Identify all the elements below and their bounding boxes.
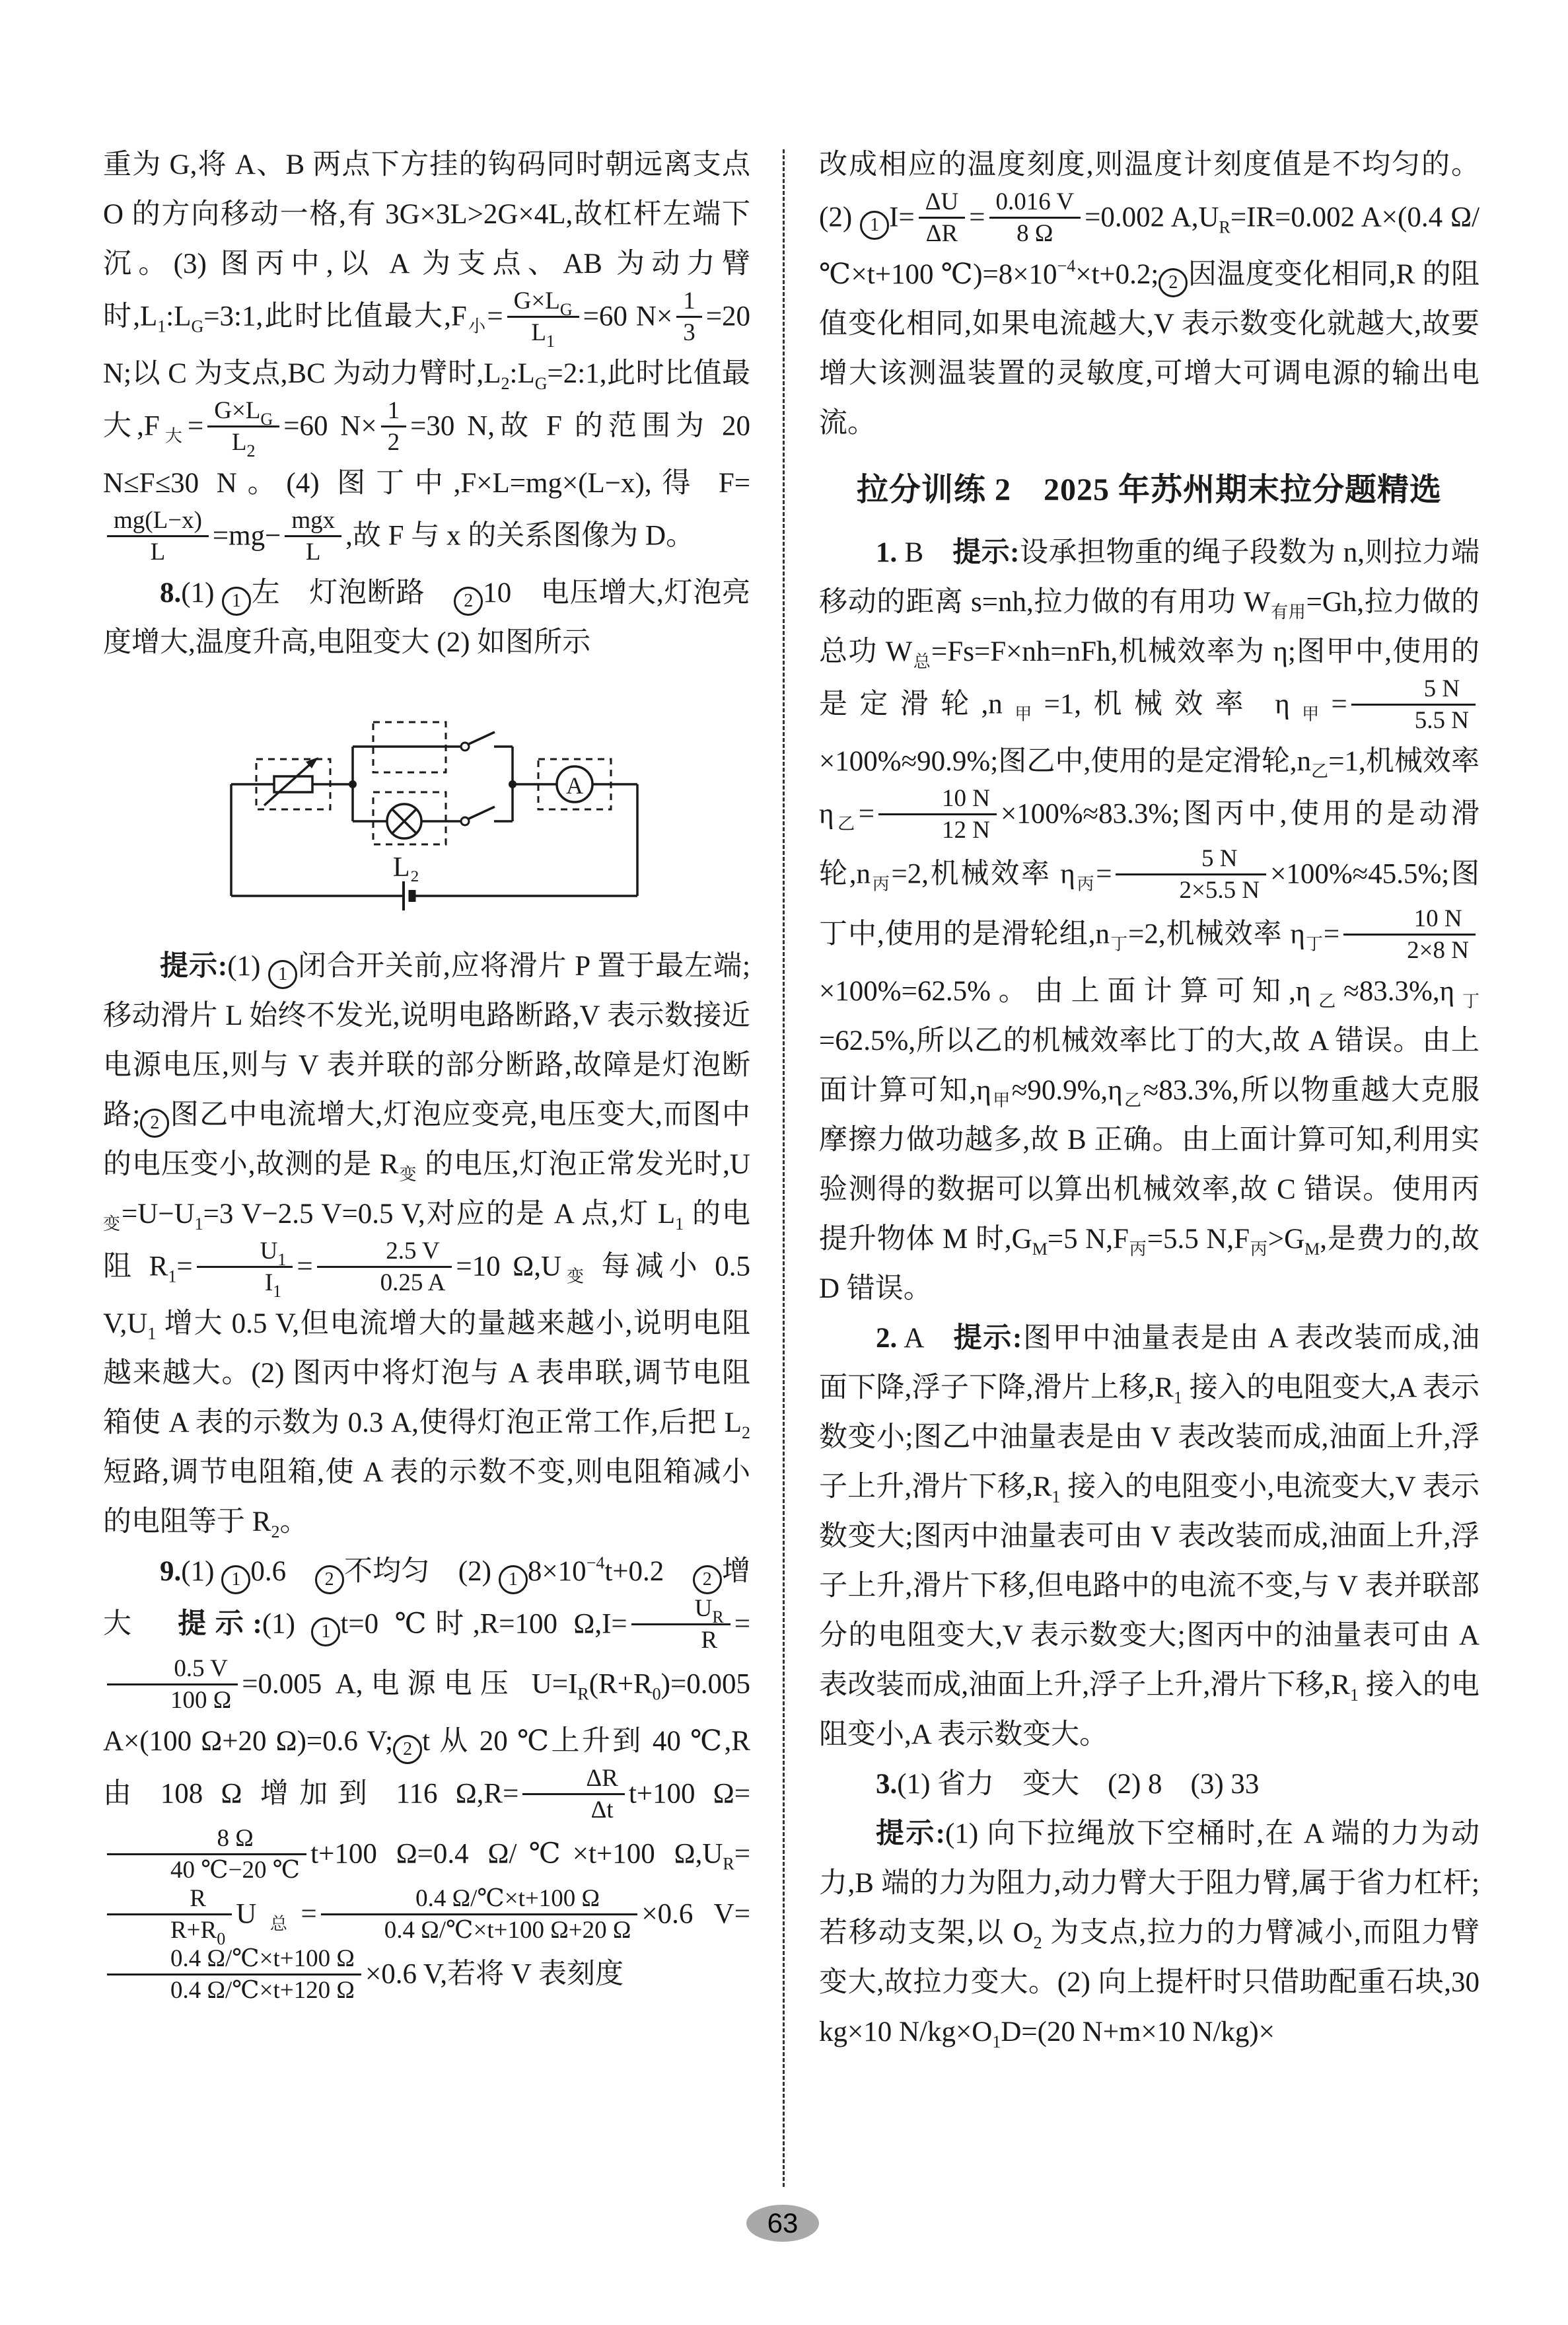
circuit-diagram <box>228 678 644 932</box>
answer-3: 3.(1) 省力 变大 (2) 8 (3) 33 <box>876 1769 1260 1800</box>
rheostat-symbol <box>264 757 318 805</box>
answer-9-continuation: 改成相应的温度刻度,则温度计刻度值是不均匀的。(2) 1 I= $\frac{\Delta U}{\Delta R}$ = $\frac{0.016 V}{8 \Omega}$ =0.002 $A,U_R=IR=0.002$ A×(0.4 Ω/℃×t+100 $℃)=8\times 10^{-4}\times t+0.2$; 2 因温度变化相同,R 的阻值变化相同,如果电流越大,V 表示数变化就越大,故要增大该测温装置的灵敏度,可增大可调电源的输出电流。 <box>819 149 1480 439</box>
lamp-label: L₂ <box>392 852 420 883</box>
hint-3: 提示:(1) 向下拉绳放下空桶时,在 A 端的力为动力,B 端的力为阻力,动力臂大于阻力臂,属于省力杠杆;若移动支架,以 $O_2$ 为支点,拉力的力臂减小,而阻力臂变大,故拉力变大。(2) 向上提杆时只借助配重石块,30 kg×10 $N/kg\times O_1D=(20$ N+m×10 N/kg)× <box>819 1818 1479 2051</box>
switch-top-icon <box>461 732 495 751</box>
answer-7-continuation: 重为 G,将 A、B 两点下方挂的钩码同时朝远离支点 O 的方向移动一格,有 3G×3L>2G×4L,故杠杆左端下沉。(3) 图丙中,以 A 为支点、AB 为动力臂时$,L_1:L_G=3:1$,此时比值最大$,F_小=$ $\frac{G\times L_G}{L_1}$ =60 N× $\frac{1}{3}$ =20 N;以 C 为支点,BC 为动力臂时$,L_2:L_G=2:1$,此时比值最大$,F_大=$ $\frac{G\times L_G}{L_2}$ =60 N× $\frac{1}{2}$ =30 N,故 F 的范围为 20 N≤F≤30 N。(4) 图丁中,F×L=mg×(L−x),得 F= $\frac{mg(L-x)}{L}$ =mg− $\frac{\text{mgx}}{L}$ ,故 F 与 x 的关系图像为 D。 <box>103 149 750 566</box>
right-column <box>819 140 1479 2057</box>
ammeter-symbol <box>557 766 592 802</box>
section-heading: 拉分训练 2 2025 年苏州期末拉分题精选 <box>856 472 1442 507</box>
hint-8: 提示:(1) 1 闭合开关前,应将滑片 P 置于最左端;移动滑片 L 始终不发光,说明电路断路,V 表示数接近电源电压,则与 V 表并联的部分断路,故障是灯泡断路; 2 图乙中电流增大,灯泡应变亮,电压变大,而图中的电压变小,故测的是 $R_变$ 的电压,灯泡正常发光时$,U_变=U-U_1=3$ V−2.5 V=0.5 V,对应的是 A 点,灯 $L_1$ 的电阻 $R_1=$ $\frac{U_1}{I_1}$ = $\frac{2.5 V}{0.25 A}$ =10 $\Omega,U_变$ 每减小 0.5 $V,U_1$ 增大 0.5 V,但电流增大的量越来越小,说明电阻越来越大。(2) 图丙中将灯泡与 A 表串联,调节电阻箱使 A 表的示数为 0.3 A,使得灯泡正常工作,后把 $L_2$ 短路,调节电阻箱,使 A 表的示数不变,则电阻箱减小的电阻等于 $R_2$。 <box>103 951 751 1541</box>
left-column <box>103 140 750 2007</box>
junction-dots <box>349 780 517 788</box>
answer-2: 2. A 提示:图甲中油量表是由 A 表改装而成,油面下降,浮子下降,滑片上移$,R_1$ 接入的电阻变大,A 表示数变小;图乙中油量表是由 V 表改装而成,油面上升,浮子上升,滑片下移$,R_1$ 接入的电阻变小,电流变大,V 表示数变大;图丙中油量表可由 V 表改装而成,油面上升,浮子上升,滑片下移,但电路中的电流不变,与 V 表并联部分的电阻变大,V 表示数变大;图丙中的油量表可由 A 表改装而成,油面上升,浮子上升,滑片下移$,R_1$ 接入的电阻变小,A 表示数变大。 <box>819 1323 1480 1750</box>
ammeter-label: A <box>566 772 583 799</box>
page-number-badge <box>746 2205 819 2242</box>
page-number: 63 <box>767 2207 799 2238</box>
answer-1: 1. B 提示:设承担物重的绳子段数为 n,则拉力端移动的距离 s=nh,拉力做的有用功 $W_{有用}=Gh$,拉力做的总功 $W_总=Fs=F\times nh=nFh$,机械效率为 η;图甲中,使用的是定滑轮$,n_甲=1$,机械效率 $\eta_甲=$ $\frac{5 N}{5.5 N}$ ×100%≈90.9%;图乙中,使用的是定滑轮$,n_乙=1$,机械效率 $\eta_乙=$ $\frac{10 N}{12 N}$ ×100%≈83.3%;图丙中,使用的是动滑轮$,n_丙=2$,机械效率 $\eta_丙=$ $\frac{5 N}{2\times 5.5 N}$ ×100%≈45.5%;图丁中,使用的是滑轮组$,n_丁=2$,机械效率 $\eta_丁=$ $\frac{10 N}{2\times 8 N}$ ×100%=62.5%。由上面计算可知$,\eta_乙\approx 83.3\%,\eta_丁=62.5\%$,所以乙的机械效率比丁的大,故 A 错误。由上面计算可知$,\eta_甲\approx 90.9\%,\eta_乙\approx 83.3\%$,所以物重越大克服摩擦力做功越多,故 B 正确。由上面计算可知,利用实验测得的数据可以算出机械效率,故 C 错误。使用丙提升物体 M 时$,G_M=5$ $N,F_丙=5.5$ $N,F_丙>G_M$,是费力的,故 D 错误。 <box>819 537 1480 1304</box>
circuit-diagram-figure <box>228 678 644 932</box>
answer-8: 8.(1) 1 左 灯泡断路 2 10 电压增大,灯泡亮度增大,温度升高,电阻变大 (2) 如图所示 <box>103 577 751 658</box>
switch-bottom-icon <box>461 807 495 825</box>
answer-9: 9.(1) 1 0.6 2 不均匀 (2) 1 $8\times 10^{-4}t+0.2$ 2 增大 提示:(1) 1 t=0 ℃时,R=100 Ω,I= $\frac{U_R}{R}$ = $\frac{0.5 V}{100 \Omega}$ =0.005 A,电源电压 $U=I_R(R+R_0)=0.005$ A×(100 Ω+20 Ω)=0.6 V; 2 t 从 20 ℃上升到 40 ℃,R 由 108 Ω 增加到 116 Ω,R= $\frac{\Delta R}{\Delta t}$ t+100 Ω= $\frac{8 \Omega}{40 ℃-20 ℃}$ t+100 Ω=0.4 Ω/℃×t+100 $\Omega,U_R=$ $\frac{R}{R+R_0}$ $U_总=$ $\frac{0.4 \Omega/℃\times t+100 \Omega}{0.4 \Omega/℃\times t+100 \Omega+20 \Omega}$ ×0.6 V= $\frac{0.4 \Omega/℃\times t+100 \Omega}{0.4 \Omega/℃\times t+120 \Omega}$ ×0.6 V,若将 V 表刻度 <box>103 1553 751 2004</box>
battery-symbol <box>404 881 412 910</box>
column-divider <box>783 149 785 2187</box>
lamp-symbol <box>387 804 421 838</box>
